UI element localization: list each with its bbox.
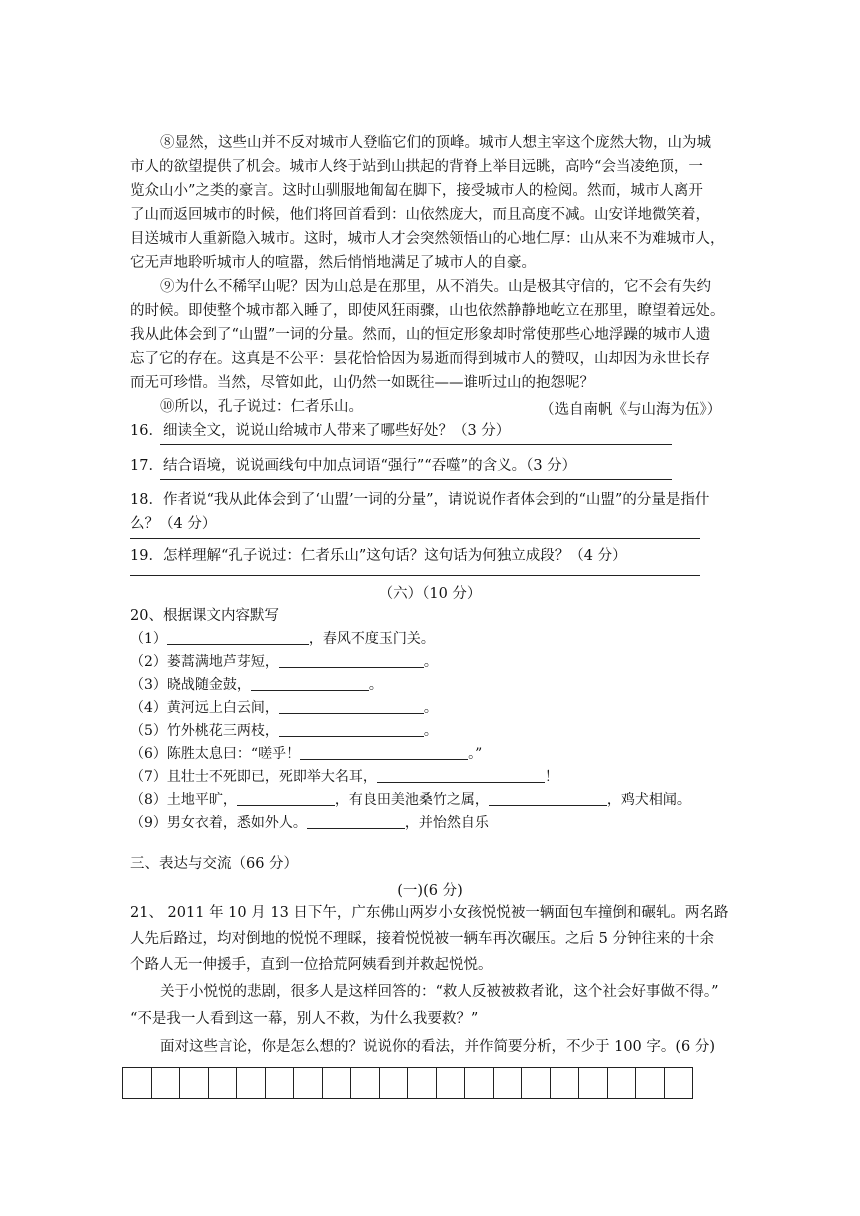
fill-blank[interactable] — [167, 630, 309, 645]
answer-line[interactable] — [130, 538, 700, 539]
grid-cell[interactable] — [551, 1067, 580, 1099]
recite-item-9: （9）男女衣着，悉如外人。 ，并怡然自乐 — [130, 815, 489, 831]
question-19: 19．怎样理解“孔子说过：仁者乐山”这句话？这句话为何独立成段？（4 分） — [130, 548, 627, 564]
grid-cell[interactable] — [152, 1067, 181, 1099]
grid-cell[interactable] — [237, 1067, 266, 1099]
answer-line[interactable] — [160, 444, 672, 445]
recite-item-1: （1） ，春风不度玉门关。 — [130, 631, 435, 647]
section-6-header: （六）（10 分） — [378, 586, 482, 602]
passage-line: 目送城市人重新隐入城市。这时，城市人才会突然领悟山的心地仁厚：山从来不为难城市人， — [130, 231, 725, 247]
question-20-title: 20、根据课文内容默写 — [130, 608, 279, 624]
grid-cell[interactable] — [408, 1067, 437, 1099]
grid-cell[interactable] — [380, 1067, 409, 1099]
source-citation: （选自南帆《与山海为伍》） — [540, 402, 722, 418]
section-3-title: 三、表达与交流（66 分） — [130, 856, 299, 872]
quote-line: “不是我一人看到这一幕，别人不救，为什么我要救？” — [130, 1011, 479, 1027]
question-18: 18．作者说“我从此体会到了‘山盟’一词的分量”，请说说作者体会到的“山盟”的分量是指什 — [130, 492, 710, 508]
grid-cell[interactable] — [465, 1067, 494, 1099]
question-18-cont: 么？（4 分） — [130, 516, 217, 532]
answer-line[interactable] — [160, 479, 672, 480]
writing-grid[interactable] — [122, 1067, 693, 1099]
question-17: 17．结合语境，说说画线句中加点词语“强行”“吞噬”的含义。（3 分） — [130, 458, 577, 474]
recite-item-8: （8）土地平旷， ，有良田美池桑竹之属， ，鸡犬相闻。 — [130, 792, 691, 808]
answer-line[interactable] — [130, 575, 700, 576]
fill-blank[interactable] — [279, 653, 424, 668]
grid-cell[interactable] — [294, 1067, 323, 1099]
recite-item-3: （3）晓战随金鼓， 。 — [130, 677, 383, 693]
fill-blank[interactable] — [279, 699, 424, 714]
question-21-line: 21、 2011 年 10 月 13 日下午，广东佛山两岁小女孩悦悦被一辆面包车撞倒和碾轧。两名路 — [130, 905, 729, 921]
grid-cell[interactable] — [209, 1067, 238, 1099]
grid-cell[interactable] — [665, 1067, 694, 1099]
passage-line: ⑧显然，这些山并不反对城市人登临它们的顶峰。城市人想主宰这个庞然大物，山为城 — [160, 135, 711, 151]
grid-cell[interactable] — [351, 1067, 380, 1099]
question-21-line: 个路人无一伸援手，直到一位拾荒阿姨看到并救起悦悦。 — [130, 957, 493, 973]
quote-line: 关于小悦悦的悲剧，很多人是这样回答的：“救人反被被救者讹，这个社会好事做不得。” — [160, 984, 719, 1000]
fill-blank[interactable] — [300, 745, 468, 760]
grid-cell[interactable] — [522, 1067, 551, 1099]
passage-line: 它无声地聆听城市人的喧嚣，然后悄悄地满足了城市人的自豪。 — [130, 255, 536, 271]
grid-cell[interactable] — [437, 1067, 466, 1099]
question-21-prompt: 面对这些言论，你是怎么想的？说说你的看法，并作简要分析，不少于 100 字。(6 分) — [160, 1039, 716, 1055]
passage-line: 览众山小”之类的豪言。这时山驯服地匍匐在脚下，接受城市人的检阅。然而，城市人离开 — [130, 183, 703, 199]
fill-blank[interactable] — [279, 722, 424, 737]
passage-line: ⑨为什么不稀罕山呢？因为山总是在那里，从不消失。山是极其守信的，它不会有失约 — [160, 279, 711, 295]
recite-item-7: （7）且壮士不死即已，死即举大名耳， ！ — [130, 769, 559, 785]
passage-line: 我从此体会到了“山盟”一词的分量。然而，山的恒定形象却时常使那些心地浮躁的城市人遗 — [130, 327, 711, 343]
recite-item-6: （6）陈胜太息曰：“嗟乎！ 。” — [130, 746, 483, 762]
grid-cell[interactable] — [180, 1067, 209, 1099]
passage-line: 的时候。即使整个城市都入睡了，即使风狂雨骤，山也依然静静地屹立在那里，瞭望着远处。 — [130, 303, 725, 319]
passage-line: 了山而返回城市的时候，他们将回首看到：山依然庞大，而且高度不减。山安详地微笑着， — [130, 207, 710, 223]
question-21-line: 人先后路过，均对倒地的悦悦不理睬，接着悦悦被一辆车再次碾压。之后 5 分钟往来的十余 — [130, 931, 714, 947]
fill-blank[interactable] — [307, 814, 405, 829]
grid-cell[interactable] — [636, 1067, 665, 1099]
grid-cell[interactable] — [323, 1067, 352, 1099]
fill-blank[interactable] — [377, 768, 545, 783]
grid-cell[interactable] — [608, 1067, 637, 1099]
section-3-sub: (一)(6 分) — [397, 883, 463, 899]
fill-blank[interactable] — [237, 791, 335, 806]
fill-blank[interactable] — [489, 791, 607, 806]
grid-cell[interactable] — [266, 1067, 295, 1099]
grid-cell[interactable] — [579, 1067, 608, 1099]
fill-blank[interactable] — [251, 676, 369, 691]
recite-item-2: （2）蒌蒿满地芦芽短， 。 — [130, 654, 438, 670]
question-16: 16．细读全文，说说山给城市人带来了哪些好处？（3 分） — [130, 423, 511, 439]
recite-item-4: （4）黄河远上白云间， 。 — [130, 700, 438, 716]
grid-cell[interactable] — [123, 1067, 152, 1099]
passage-line: 忘了它的存在。这真是不公平：昙花恰恰因为易逝而得到城市人的赞叹，山却因为永世长存 — [130, 351, 710, 367]
passage-line: ⑩所以，孔子说过：仁者乐山。 — [160, 399, 363, 415]
grid-cell[interactable] — [494, 1067, 523, 1099]
recite-item-5: （5）竹外桃花三两枝， 。 — [130, 723, 438, 739]
passage-line: 而无可珍惜。当然，尽管如此，山仍然一如既往——谁听过山的抱怨呢？ — [130, 375, 594, 391]
passage-line: 市人的欲望提供了机会。城市人终于站到山拱起的背脊上举目远眺，高吟“会当凌绝顶，一 — [130, 159, 703, 175]
